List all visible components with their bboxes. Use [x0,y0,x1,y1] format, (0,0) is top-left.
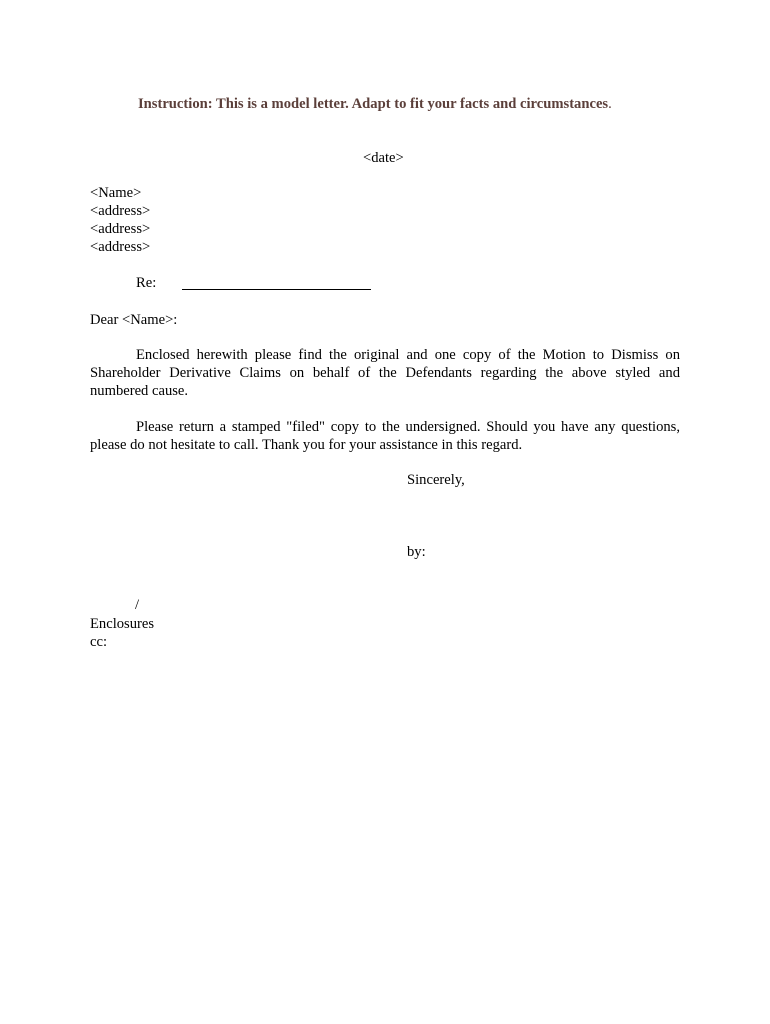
recipient-address-line: <address> [90,221,151,237]
re-blank-line [182,289,371,290]
instruction-period: . [608,96,612,112]
recipient-address-line: <address> [90,239,151,255]
recipient-name: <Name> [90,185,142,201]
enclosures-label: Enclosures [90,616,155,632]
re-label: Re: [136,275,157,291]
salutation: Dear <Name>: [90,312,178,328]
signature-by-label: by: [407,544,426,560]
instruction-note [138,95,612,113]
closing: Sincerely, [407,472,465,488]
body-paragraph: Enclosed herewith please find the original and one copy of the Motion to Dismiss on Shareholder Derivative Claims on behalf of the Defendants regarding the above styled and numbered cause. [90,347,680,399]
cc-label: cc: [90,634,108,650]
recipient-address-block [90,184,150,256]
body-paragraph: Please return a stamped "filed" copy to the undersigned. Should you have any questions, please do not hesitate to call. Thank you for your assistance in this regard. [90,419,680,453]
instruction-text: Instruction: This is a model letter. Adapt to fit your facts and circumstances [138,96,609,112]
initials-separator: / [135,597,140,613]
letter-date: <date> [363,150,404,166]
recipient-address-line: <address> [90,203,151,219]
